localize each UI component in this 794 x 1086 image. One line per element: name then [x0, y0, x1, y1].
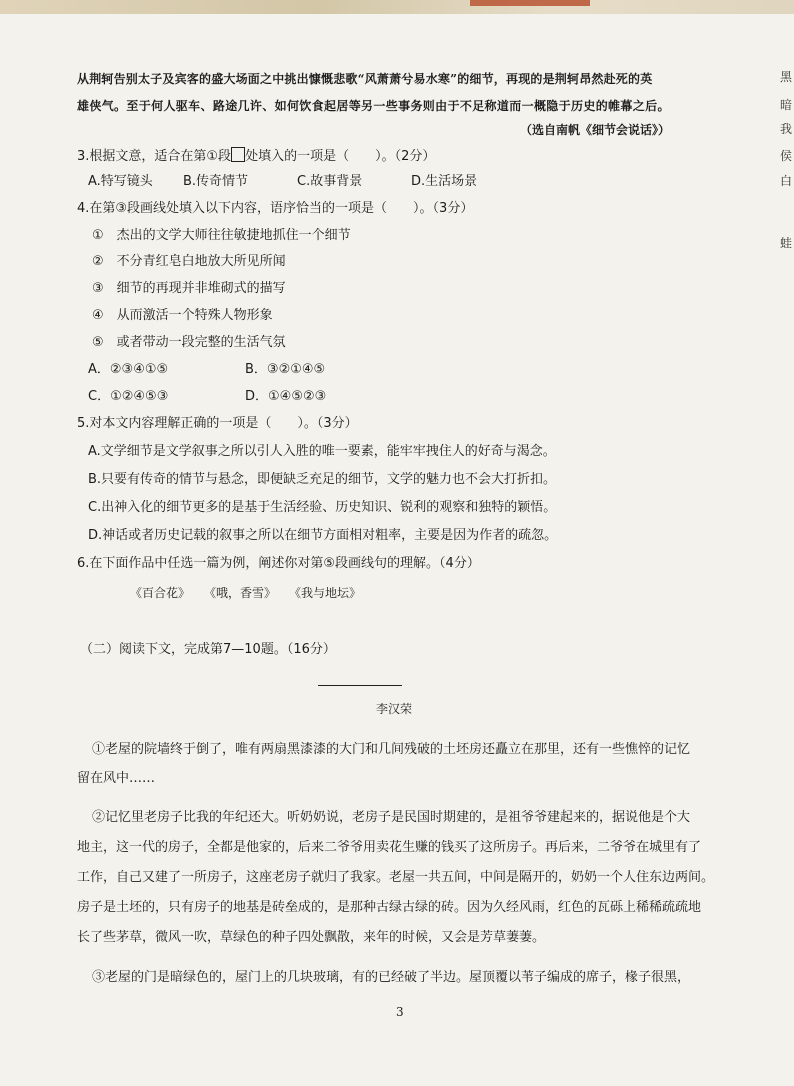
q3-stem [77, 147, 435, 166]
para2-line2: 地主，这一代的房子，全都是他家的，后来二爷爷用卖花生赚的钱买了这所房子。再后来，二爷爷在城里有了 [77, 840, 702, 855]
q6-stem: 6.在下面作品中任选一篇为例，阐述你对第⑤段画线句的理解。（4分） [77, 556, 480, 571]
q6-work-3: 《我与地坛》 [289, 586, 362, 600]
para3-line1: ③老屋的门是暗绿色的，屋门上的几块玻璃，有的已经破了半边。屋顶覆以苇子编成的席子，椽子很黑， [92, 970, 691, 985]
para1-line2: 留在风中…… [77, 771, 156, 786]
q4-option-a: A．②③④①⑤ [88, 362, 169, 377]
q4-stem: 4.在第③段画线处填入以下内容，语序恰当的一项是（ ）。（3分） [77, 201, 474, 216]
para2-line5: 长了些茅草，微风一吹，草绿色的种子四处飘散，来年的时候，又会是芳草萋萋。 [77, 930, 546, 945]
article-author: 李汉荣 [376, 702, 413, 716]
q5-option-b: B.只要有传奇的情节与悬念，即便缺乏充足的细节，文学的魅力也不会大打折扣。 [88, 472, 557, 487]
para2-line4: 房子是土坯的，只有房子的地基是砖垒成的，是那种古绿古绿的砖。因为久经风雨，红色的瓦砾上稀稀疏疏地 [77, 900, 702, 915]
q3-blank-box [231, 147, 245, 162]
passage-line-1: 从荆轲告别太子及宾客的盛大场面之中挑出慷慨悲歌“风萧萧兮易水寒”的细节，再现的是荆轲昂然赴死的英 [77, 72, 653, 86]
margin-glyph: 蛙 [779, 236, 792, 250]
q3-option-c: C.故事背景 [297, 174, 363, 189]
q4-item-3: ③ 细节的再现并非堆砌式的描写 [92, 281, 286, 296]
q3-option-b: B.传奇情节 [183, 174, 249, 189]
q3-option-a: A.特写镜头 [88, 174, 153, 189]
q4-option-c: C．①②④⑤③ [88, 389, 169, 404]
para2-line3: 工作，自己又建了一所房子，这座老房子就归了我家。老屋一共五间，中间是隔开的，奶奶一个人住东边两间。 [77, 870, 715, 885]
margin-glyph: 我 [779, 122, 792, 136]
q5-stem: 5.对本文内容理解正确的一项是（ ）。（3分） [77, 416, 358, 431]
margin-glyph: 白 [779, 174, 792, 188]
passage-source: （选自南帆《细节会说话》） [520, 123, 671, 137]
section2-heading: （二）阅读下文，完成第7—10题。（16分） [80, 642, 336, 657]
q4-item-4: ④ 从而激活一个特殊人物形象 [92, 308, 273, 323]
q5-option-c: C.出神入化的细节更多的是基于生活经验、历史知识、锐利的观察和独特的颖悟。 [88, 500, 557, 515]
q3-stem-after: 处填入的一项是（ ）。（2分） [245, 149, 436, 164]
q3-option-d: D.生活场景 [411, 174, 478, 189]
q4-option-d: D．①④⑤②③ [245, 389, 327, 404]
margin-glyph: 暗 [779, 98, 792, 112]
q4-option-b: B．③②①④⑤ [245, 362, 326, 377]
q4-item-1: ① 杰出的文学大师往往敏捷地抓住一个细节 [92, 228, 351, 243]
page-number: 3 [396, 1005, 404, 1019]
para2-line1: ②记忆里老房子比我的年纪还大。听奶奶说，老房子是民国时期建的，是祖爷爷建起来的，据说他是个大 [92, 810, 691, 825]
margin-glyph: 侯 [779, 149, 792, 163]
q5-option-d: D.神话或者历史记载的叙事之所以在细节方面相对粗率，主要是因为作者的疏忽。 [88, 528, 558, 543]
margin-glyph: 黑 [779, 70, 792, 84]
q6-work-2: 《哦，香雪》 [204, 586, 277, 600]
passage-line-2: 雄侠气。至于何人驱车、路途几许、如何饮食起居等另一些事务则由于不足称道而一概隐于历史的帷幕之后。 [77, 99, 670, 113]
q4-item-2: ② 不分青红皂白地放大所见所闻 [92, 254, 286, 269]
para1-line1: ①老屋的院墙终于倒了，唯有两扇黑漆漆的大门和几间残破的土坯房还矗立在那里，还有一些憔悴的记忆 [92, 742, 691, 757]
q3-stem-before: 3.根据文意，适合在第①段 [77, 149, 232, 164]
q6-work-1: 《百合花》 [130, 586, 191, 600]
q5-option-a: A.文学细节是文学叙事之所以引人入胜的唯一要素，能牢牢拽住人的好奇与渴念。 [88, 444, 556, 459]
q4-item-5: ⑤ 或者带动一段完整的生活气氛 [92, 335, 286, 350]
title-blank-line [318, 685, 402, 686]
